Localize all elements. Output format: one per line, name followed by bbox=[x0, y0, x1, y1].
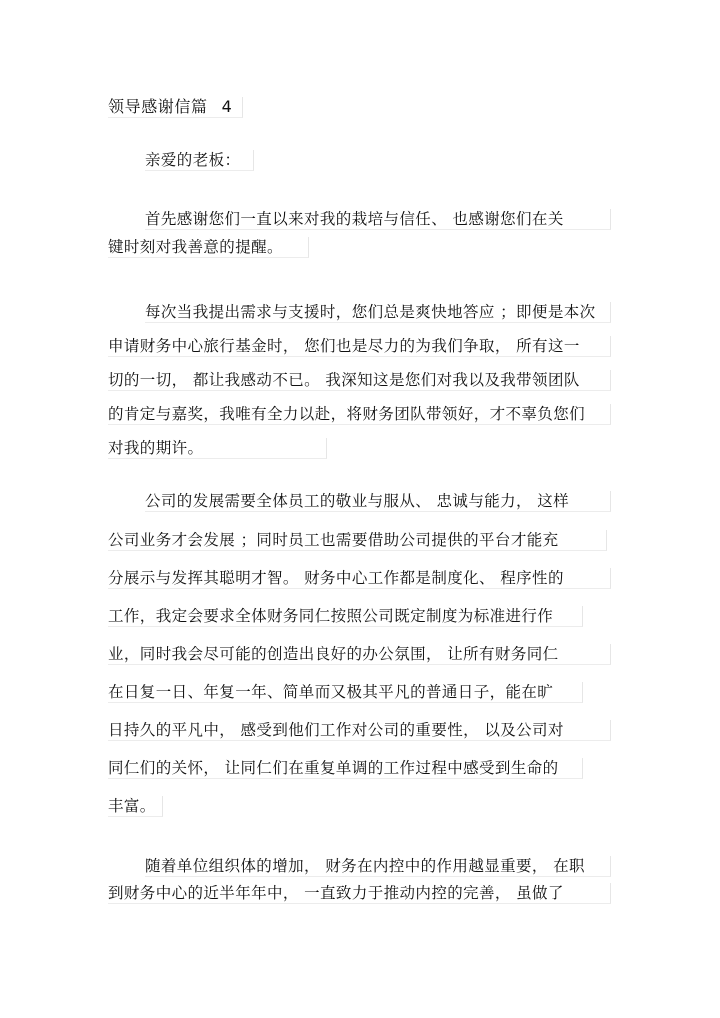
paragraph-3-line-6: 在日复一日、年复一年、简单而又极其平凡的普通日子，能在旷 bbox=[108, 682, 583, 703]
title-number: 4 bbox=[221, 97, 233, 116]
paragraph-3-line-7: 日持久的平凡中， 感受到他们工作对公司的重要性， 以及公司对 bbox=[108, 720, 611, 741]
paragraph-1-line-1: 首先感谢您们一直以来对我的栽培与信任、 也感谢您们在关 bbox=[145, 209, 611, 230]
title-text: 领导感谢信篇 bbox=[108, 97, 208, 116]
paragraph-4-line-1: 随着单位组织体的增加， 财务在内控中的作用越显重要， 在职 bbox=[145, 856, 611, 877]
paragraph-3-line-5: 业，同时我会尽可能的创造出良好的办公氛围， 让所有财务同仁 bbox=[108, 644, 611, 665]
paragraph-2-line-2: 申请财务中心旅行基金时， 您们也是尽力的为我们争取， 所有这一 bbox=[108, 336, 611, 357]
paragraph-2-line-4: 的肯定与嘉奖，我唯有全力以赴，将财务团队带领好，才不辜负您们 bbox=[108, 404, 611, 425]
paragraph-1-line-2: 键时刻对我善意的提醒。 bbox=[108, 237, 309, 258]
paragraph-3-line-8: 同仁们的关怀， 让同仁们在重复单调的工作过程中感受到生命的 bbox=[108, 758, 583, 779]
salutation: 亲爱的老板： bbox=[145, 150, 254, 171]
paragraph-2-line-5: 对我的期许。 bbox=[108, 438, 327, 459]
paragraph-3-line-2: 公司业务才会发展 ；同时员工也需要借助公司提供的平台才能充 bbox=[108, 530, 607, 551]
paragraph-3-line-9: 丰富。 bbox=[108, 796, 163, 817]
paragraph-2-line-3: 切的一切， 都让我感动不已。 我深知这是您们对我以及我带领团队 bbox=[108, 370, 611, 391]
document-title bbox=[108, 97, 243, 118]
paragraph-2-line-1: 每次当我提出需求与支援时，您们总是爽快地答应 ；即便是本次 bbox=[145, 302, 611, 323]
paragraph-3-line-3: 分展示与发挥其聪明才智。 财务中心工作都是制度化、 程序性的 bbox=[108, 568, 611, 589]
paragraph-3-line-1: 公司的发展需要全体员工的敬业与服从、 忠诚与能力， 这样 bbox=[145, 491, 611, 512]
paragraph-3-line-4: 工作，我定会要求全体财务同仁按照公司既定制度为标准进行作 bbox=[108, 606, 583, 627]
paragraph-4-line-2: 到财务中心的近半年年中， 一直致力于推动内控的完善， 虽做了 bbox=[108, 883, 611, 904]
